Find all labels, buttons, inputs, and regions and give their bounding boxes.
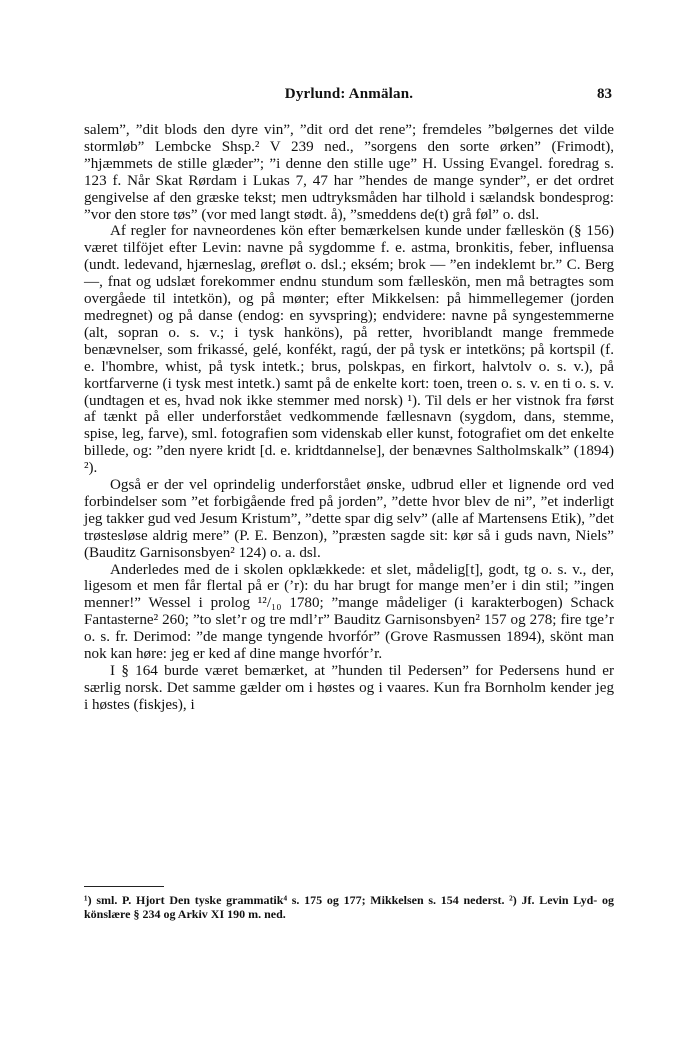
body-text — [84, 122, 614, 714]
paragraph-5: I § 164 burde været bemærket, at ”hunden til Pedersen” for Pedersens hund er særlig norsk. Det samme gælder om i høstes og i vaares. Kun fra Bornholm kender jeg i høstes (fiskjes), i — [84, 663, 614, 713]
footnote-rule — [84, 886, 164, 887]
paragraph-4: Anderledes med de i skolen opklækkede: et slet, mådelig[t], godt, tg o. s. v., der, ligesom et men får flertal på er (’r): du har brugt for mange men’er i din stil; ”ingen menner!” Wessel i prolog ¹²/₁₀ 1780; ”mange mådeliger (i karakterbogen) Schack Fantasterne² 260; ”to slet’r og tre mdl’r” Bauditz Garnisonsbyen² 157 og 278; fire tge’r o. s. fr. Derimod: ”de mange tyngende hvorfór” (Grove Rasmussen 1894), skönt man nok kan høre: jeg er ked af dine mange hvorfór’r. — [84, 561, 614, 663]
paragraph-2: Af regler for navneordenes kön efter bemærkelsen kunde under fælleskön (§ 156) været tilföjet efter Levin: navne på sygdomme f. e. astma, bronkitis, feber, influensa (undt. ledevand, hjærneslag, ørefløt o. dsl.; eksém; brok — ”en indeklemt br.” C. Berg —, fnat og udslæt forekommer endnu stundum som fælleskön, men må betragtes som overgåede til intetkön), og på mønter; efter Mikkelsen: på himmellegemer (jorden medregnet) og på danse (endog: en syvspring); endvidere: navne på syngestemmerne (alt, sopran o. s. v.; i tysk hanköns), på retter, hvoriblandt mange fremmede benævnelser, som frikassé, gelé, konfékt, ragú, der på tysk er intetköns; på kortspil (f. e. l'hombre, whist, på tysk intetk.; brus, polskpas, en firkort, halvtolv o. s. v.), på kortfarverne (i tysk mest intetk.) samt på de enkelte kort: toen, treen o. s. v. en ti o. s. v. (undtagen et es, hvad nok ikke stemmer med norsk) ¹). Til dels er her vistnok fra først af tænkt på eller underforstået vedkommende fællesnavn (sygdom, dans, stemme, spise, leg, farve), sml. fotografien som videnskab eller kunst, fotografiet om det enkelte billede, og: ”den nyere kridt [d. e. kridtdannelse], der benævnes Saltholmskalk” (1894) ²). — [84, 223, 614, 477]
paragraph-1: salem”, ”dit blods den dyre vin”, ”dit ord det rene”; fremdeles ”bølgernes det vilde stormløb” Lembcke Shsp.² V 239 ned., ”sorgens den sorte ørken” (Frimodt), ”hjæmmets de stille glæder”; ”i denne den stille uge” H. Ussing Evangel. foredrag s. 123 f. Når Skat Rørdam i Lukas 7, 47 har ”hendes de mange synder”, er det ordret gengivelse af den græske tekst; men udtryksmåden har tilhold i sælandsk bondesprog: ”vor den store tøs” (vor med langt stødt. å), ”smeddens de(t) grå føl” o. dsl. — [84, 122, 614, 223]
running-title: Dyrlund: Anmälan. — [284, 86, 414, 102]
page-number: 83 — [597, 86, 612, 102]
page-header — [84, 86, 614, 110]
footnotes: ¹) sml. P. Hjort Den tyske grammatik⁴ s. 175 og 177; Mikkelsen s. 154 nederst. ²) Jf. Levin Lyd- og könslære § 234 og Arkiv XI 190 m. ned. — [84, 893, 614, 921]
paragraph-3: Også er der vel oprindelig underforstået ønske, udbrud eller et lignende ord ved forbindelser som ”et forbigående fred på jorden”, ”dette hvor blev de ni”, ”et inderligt jeg takker gud ved Jesum Kristum”, ”dette spar dig selv” (alle af Martensens Etik), ”det trøstesløse aldrig mere” (P. E. Benzon), ”præsten sagde sit: kør så i guds navn, Niels” (Bauditz Garnisonsbyen² 124) o. a. dsl. — [84, 477, 614, 561]
